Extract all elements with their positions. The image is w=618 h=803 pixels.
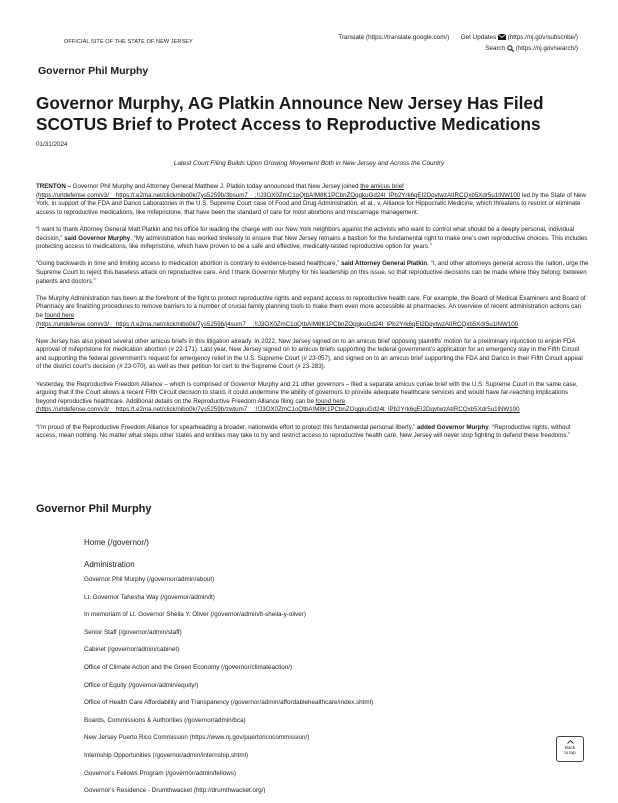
nav-item-internship[interactable]: Internship Opportunities (/governor/admin/internship.shtml) [84,751,249,759]
nav-item-residence[interactable]: Governor's Residence - Drumthwacket (http://drumthwacket.org/) [84,787,266,795]
back-to-top-button[interactable] [556,736,584,762]
paragraph-4: The Murphy Administration has been at the forefront of the fight to protect reproductive rights and expand access to reproductive health care. For example, the Board of Medical Examiners and Board of Pharmacy are finalizing procedures to remove barriers to a number of crucial family planning tools to make them even more accessible at pharmacies. An overview of recent administration actions can be found here (https://urldefense.com/v3/__https:/t.e2ma.net/click/nibo0k/7ys5259b/j4sum7__;!!J3OX0ZmC1oQtbA!M8K1PCbnZOqgkuGd24t_lPb2Yrk6qEI2DqvtwzAtIRCQxb5Xdr5u1lNW100 [36,294,586,328]
article-subtitle: Latest Court Filing Builds Upon Growing Movement Both in New Jersey and Across the Country [173,160,445,167]
actions-overview-link[interactable]: found here [44,311,75,319]
nav-item-lt-governor[interactable]: Lt. Governor Tahesha Way (/governor/admin/lt) [84,593,215,601]
search-label: Search [485,45,506,52]
actions-overview-url[interactable]: (https://urldefense.com/v3/__https:/t.e2ma.net/click/nibo0k/7ys5259b/j4sum7__;!!J3OX0ZmC1oQtbA!M8K1PCbnZOqgkuGd24t_lPb2Yrk6qEI2DqvtwzAtIRCQxb5Xdr5u1lNW100 [36,320,519,328]
chevron-up-icon [567,740,574,744]
envelope-icon [498,34,506,40]
nav-item-governor[interactable]: Governor Phil Murphy (/governor/admin/about) [84,576,215,583]
nav-item-health-care[interactable]: Office of Health Care Affordability and Transparency (/governor/admin/affordablehealthcare/index.shtml) [84,699,374,707]
amicus-brief-link[interactable]: the amicus brief [360,183,404,190]
nav-home-link[interactable]: Home (/governor/) [84,538,149,547]
footer-nav-title: Governor Phil Murphy [36,503,152,515]
get-updates-url: (https://nj.gov/subscribe/) [507,34,578,41]
paragraph-1: TRENTON – Governor Phil Murphy and Attorney General Matthew J. Platkin today announced that New Jersey joined the amicus brief (https://urldefense.com/v3/__https:/t.e2ma.net/click/nibo0k/7ys5259b/3bsum7__;!!J3OX0ZmC1oQtbA!M8K1PCbnZOqgkuGd24t_lPb2Yrk6qEI2DqvtwzAtIRCQxb5Xdr5u1lNW100 led by the State of New York, in support of the FDA and Danco Laboratories in the U.S. Supreme Court case of Food and Drug Administration, et al., v. Alliance for Hippocratic Medicine, which threatens to restrict or eliminate access to reproductive medications, like mifepristone, that have been the standard of care for most abortions and miscarriage management. [36,183,586,216]
search-icon [507,45,514,52]
back-to-top-line1: Back [564,745,575,750]
nav-item-climate-action[interactable]: Office of Climate Action and the Green Economy (/governor/climateaction/) [84,663,293,671]
paragraph-7: “I’m proud of the Reproductive Freedom Alliance for spearheading a broader, nationwide effort to protect this fundamental personal liberty,” added Governor Murphy. “Reproductive rights, without access, mean nothing. No matter what steps other states and entities may take to try and restrict access to reproductive health care, New Jersey will never stop fighting to defend these freedoms.” [36,423,571,440]
paragraph-6: Yesterday, the Reproductive Freedom Alliance – which is comprised of Governor Murphy and 21 other governors – filed a separate amicus curiae brief with the U.S. Supreme Court in the same case, arguing that if the Court allows a recent Fifth Circuit decision to stand, it could undermine the ability of governors to provide adequate healthcare services and would have far-reaching implications beyond reproductive healthcare. Additional details on the Reproductive Freedom Alliance filing can be found here (https://urldefense.com/v3/__https:/t.e2ma.net/click/nibo0k/7ys5259b/zwtum7__;!!J3OX0ZmC1oQtbA!M8K1PCbnZOqgkuGd24t_lPb2Yrk6qEI2DqvtwzAtIRCQxb5Xdr5u1lNW100 [36,380,578,414]
quote-attribution: said Governor Murphy [62,234,131,242]
quote-attribution: said Attorney General Platkin [339,260,428,268]
paragraph-3: “Going backwards in time and limiting access to medication abortion is contrary to evidence-based healthcare,” said Attorney General Platkin. “I, and other attorneys general across the nation, urge the Supreme Court to reject this baseless attack on reproductive care. And I thank Governor Murphy for his leadership on this issue, so that reproductive decisions can be made where they belong: between patients and doctors.” [36,260,589,285]
get-updates-link[interactable] [461,34,578,41]
admin-nav-list [84,574,373,803]
article-body [36,183,589,449]
paragraph-5: New Jersey has also joined several other amicus briefs in this litigation already. In 2022, New Jersey signed on to an amicus brief opposing plaintiffs’ motion for a preliminary injunction to enjoin FDA approval of mifepristone for medication abortion (# 22-171). Last year, New Jersey signed on to amicus briefs supporting the federal government’s application for an emergency stay in the Fifth Circuit and supporting the federal government’s request for emergency relief in the U.S. Supreme Court (# 23-057), and signed on to an amicus brief supporting the FDA and Danco in their Fifth Circuit appeal of the district court’s decision (# 23-070), as well as their petition for cert to the Supreme Court (# 23-283). [36,337,583,371]
nav-item-fellows[interactable]: Governor's Fellows Program (/governor/admin/fellows) [84,769,237,777]
dateline: TRENTON – [36,183,71,190]
nav-item-equity[interactable]: Office of Equity (/governor/admin/equity/) [84,681,199,689]
nav-item-cabinet[interactable]: Cabinet (/governor/admin/cabinet) [84,646,180,654]
alliance-filing-link[interactable]: found here [315,397,346,405]
nav-item-boards[interactable]: Boards, Commissions & Authorities (/governor/admin/bca) [84,716,246,724]
get-updates-label: Get Updates [460,34,497,41]
nav-item-in-memoriam[interactable]: In memoriam of Lt. Governor Sheila Y. Oliver (/governor/admin/lt-sheila-y-oliver) [84,611,306,619]
publish-date: 01/31/2024 [36,141,68,148]
page-title: Governor Murphy, AG Platkin Announce New Jersey Has Filed SCOTUS Brief to Protect Access to Reproductive Medications [36,93,544,134]
back-to-top-line2: to top [564,750,576,755]
official-site-label: OFFICIAL SITE OF THE STATE OF NEW JERSEY [64,39,193,45]
paragraph-2: “I want to thank Attorney General Matt Platkin and his office for leading the charge with our New York neighbors against the activists who want to control what should be a deeply personal, individual decision,” said Governor Murphy. “My administration has worked tirelessly to ensure that New Jersey remains a bastion for the fundamental right to make one’s own reproductive choices. This includes protecting access to medications, like mifepristone, which have proven to be a safe and effective, medically-tested reproductive option for years.” [36,225,588,251]
search-url: (https://nj.gov/search/) [515,45,578,52]
nav-item-puerto-rico[interactable]: New Jersey Puerto Rico Commission (https://www.nj.gov/puertoricocommission/) [84,734,310,742]
alliance-filing-url[interactable]: (https://urldefense.com/v3/__https:/t.e2ma.net/click/nibo0k/7ys5259b/zwtum7__;!!J3OX0ZmC1oQtbA!M8K1PCbnZOqgkuGd24t_lPb2Yrk6qEI2DqvtwzAtIRCQxb5Xdr5u1lNW100 [36,406,520,414]
search-link[interactable] [485,45,578,52]
nav-admin-heading[interactable]: Administration [84,560,135,569]
amicus-brief-url[interactable]: (https://urldefense.com/v3/__https:/t.e2ma.net/click/nibo0k/7ys5259b/3bsum7__;!!J3OX0ZmC1oQtbA!M8K1PCbnZOqgkuGd24t_lPb2Yrk6qEI2DqvtwzAtIRCQxb5Xdr5u1lNW100 [36,191,521,199]
site-brand[interactable]: Governor Phil Murphy [38,65,149,77]
quote-attribution: added Governor Murphy [415,423,489,431]
header-utility-links [338,32,578,54]
top-bar [0,32,618,62]
translate-link[interactable]: Translate (https://translate.google.com/) [338,34,450,41]
nav-item-senior-staff[interactable]: Senior Staff (/governor/admin/staff) [84,628,182,636]
